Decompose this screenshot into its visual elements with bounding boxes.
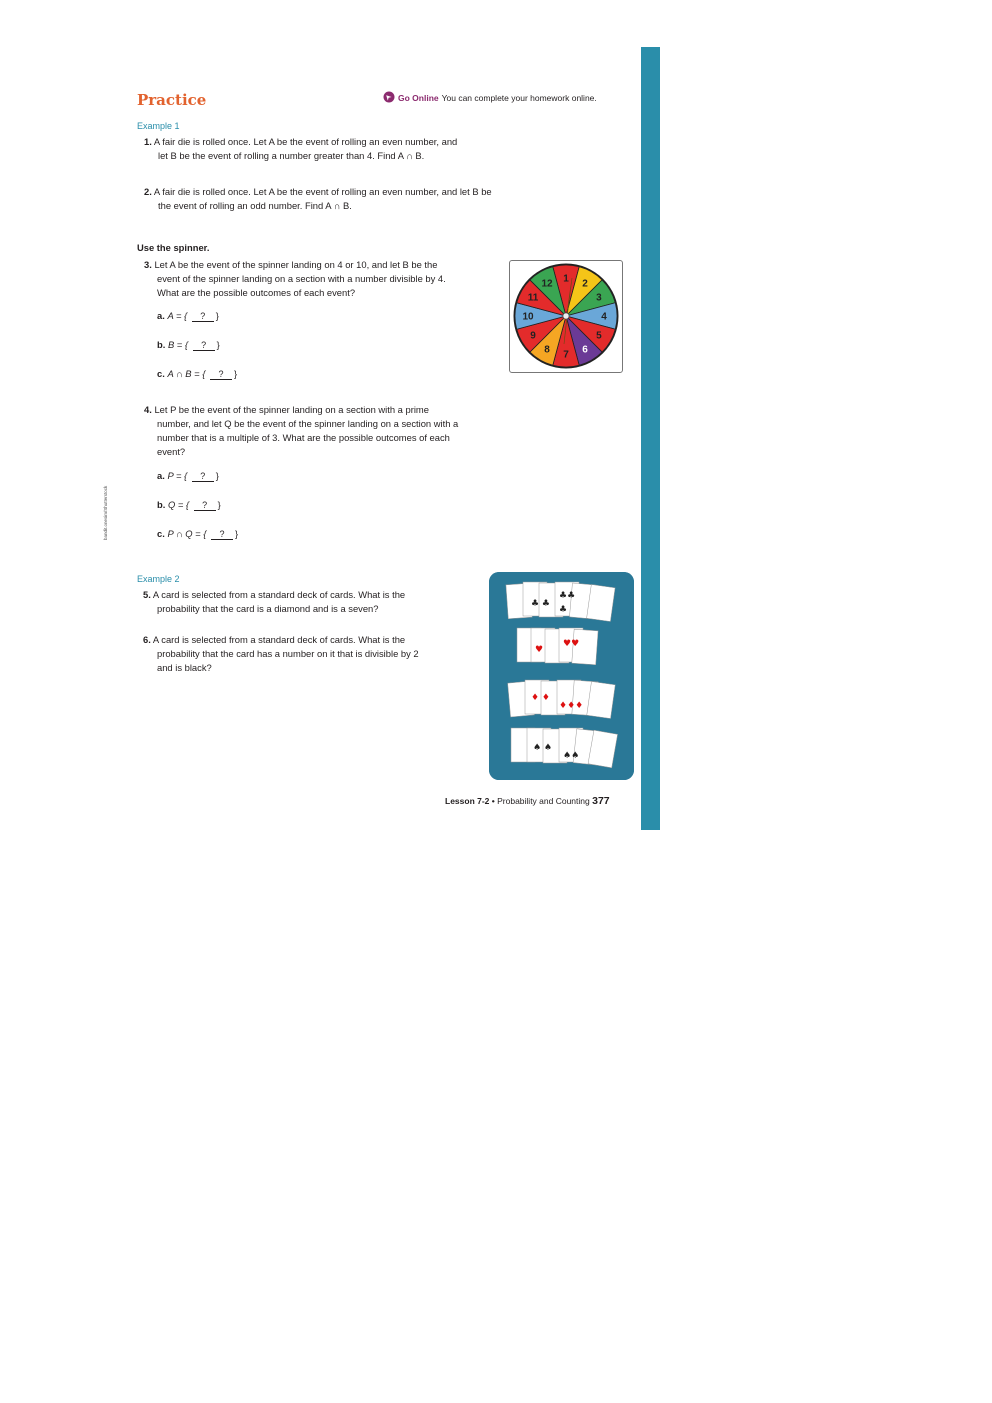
footer-lesson: Lesson 7-2 • (445, 796, 495, 806)
answer-blank[interactable]: ? (192, 312, 214, 322)
part-expression: A ∩ B = { (167, 368, 206, 379)
spinner-section-label: 3 (596, 292, 602, 304)
question-2 (144, 185, 564, 213)
question-text: A card is selected from a standard deck of cards. What is the (152, 589, 406, 600)
question-6 (143, 633, 483, 675)
part-close: } (233, 368, 238, 379)
part-close: } (216, 339, 220, 350)
spinner-section-label: 12 (541, 278, 553, 290)
go-online-icon (383, 91, 395, 105)
svg-text:♠ ♠: ♠ ♠ (533, 743, 552, 753)
question-text: the event of rolling an odd number. Find A ∩ B. (158, 200, 352, 211)
answer-blank[interactable]: ? (211, 530, 233, 540)
svg-text:♦ ♦: ♦ ♦ (531, 693, 550, 703)
answer-part (157, 368, 237, 380)
photo-credit: bandit.onesim/Shutterstock (103, 485, 108, 540)
page-edge-bar (641, 47, 660, 830)
svg-text:♠♠: ♠♠ (563, 751, 580, 761)
answer-blank[interactable]: ? (210, 370, 232, 380)
part-label: a. (157, 470, 165, 481)
spinner-section-label: 7 (563, 349, 569, 361)
svg-text:♥♥: ♥♥ (563, 639, 580, 649)
spinner-section-label: 2 (582, 278, 588, 290)
part-expression: B = { (167, 339, 189, 350)
question-text: event? (157, 446, 186, 457)
answer-part (157, 470, 219, 482)
answer-part (157, 528, 238, 540)
part-close: } (215, 310, 219, 321)
section-heading: Use the spinner. (137, 242, 210, 253)
answer-part (157, 499, 221, 511)
question-text: A fair die is rolled once. Let A be the event of rolling an even number, and let B be (153, 186, 492, 197)
answer-blank[interactable]: ? (193, 341, 215, 351)
question-number: 6. (143, 634, 151, 645)
svg-text:♦♦♦: ♦♦♦ (559, 701, 584, 711)
question-text: A card is selected from a standard deck of cards. What is the (152, 634, 406, 645)
question-text: What are the possible outcomes of each event? (157, 287, 356, 298)
answer-blank[interactable]: ? (194, 501, 216, 511)
question-number: 1. (144, 136, 152, 147)
question-text: Let P be the event of the spinner landing on a section with a prime (154, 404, 429, 415)
example-1-label: Example 1 (137, 121, 180, 131)
page-footer (445, 795, 610, 807)
svg-text:♣♣: ♣♣ (559, 591, 576, 601)
question-number: 5. (143, 589, 151, 600)
spinner-section-label: 4 (601, 311, 607, 323)
part-close: } (215, 470, 219, 481)
part-label: c. (157, 528, 165, 539)
example-2-label: Example 2 (137, 574, 180, 584)
part-label: a. (157, 310, 165, 321)
go-online-link[interactable] (383, 91, 597, 105)
question-4 (144, 403, 514, 459)
question-number: 2. (144, 186, 152, 197)
question-text: let B be the event of rolling a number greater than 4. Find A ∩ B. (158, 150, 425, 161)
footer-title: Probability and Counting (497, 796, 590, 806)
spinner-hub (563, 313, 569, 319)
question-text: and is black? (157, 662, 212, 673)
answer-part (157, 339, 220, 351)
part-close: } (217, 499, 221, 510)
question-text: probability that the card is a diamond and is a seven? (157, 603, 379, 614)
part-expression: P = { (167, 470, 188, 481)
question-3 (144, 258, 504, 300)
spinner-section-label: 5 (596, 330, 602, 342)
question-1 (144, 135, 524, 163)
page-title: Practice (137, 91, 207, 109)
part-expression: Q = { (167, 499, 190, 510)
spinner-section-label: 6 (582, 344, 588, 356)
part-label: c. (157, 368, 165, 379)
playing-cards-graphic (489, 572, 634, 780)
go-online-text: You can complete your homework online. (441, 93, 597, 103)
part-label: b. (157, 339, 166, 350)
spinner-section-label: 8 (544, 344, 550, 356)
spinner-section-label: 1 (563, 273, 569, 285)
page-number: 377 (592, 795, 610, 807)
question-5 (143, 588, 463, 616)
question-text: number that is a multiple of 3. What are the possible outcomes of each (157, 432, 450, 443)
spinner-section-label: 9 (530, 330, 536, 342)
go-online-label[interactable]: Go Online (398, 93, 439, 103)
question-text: A fair die is rolled once. Let A be the event of rolling an even number, and (153, 136, 458, 147)
part-expression: A = { (167, 310, 188, 321)
part-expression: P ∩ Q = { (167, 528, 207, 539)
part-label: b. (157, 499, 166, 510)
question-text: Let A be the event of the spinner landing on 4 or 10, and let B be the (154, 259, 438, 270)
svg-text:♣: ♣ (559, 605, 568, 615)
answer-blank[interactable]: ? (192, 472, 214, 482)
spinner-section-label: 11 (527, 292, 539, 304)
question-text: event of the spinner landing on a section with a number divisible by 4. (157, 273, 446, 284)
question-number: 3. (144, 259, 152, 270)
spinner-section-label: 10 (522, 311, 534, 323)
question-text: number, and let Q be the event of the spinner landing on a section with a (157, 418, 459, 429)
question-text: probability that the card has a number on it that is divisible by 2 (157, 648, 419, 659)
question-number: 4. (144, 404, 152, 415)
spinner-graphic (510, 261, 622, 372)
playing-cards-photo (489, 572, 634, 780)
svg-text:♥: ♥ (535, 645, 544, 655)
svg-text:♣ ♣: ♣ ♣ (531, 599, 550, 609)
spinner-figure (509, 260, 623, 373)
answer-part (157, 310, 219, 322)
part-close: } (235, 528, 239, 539)
